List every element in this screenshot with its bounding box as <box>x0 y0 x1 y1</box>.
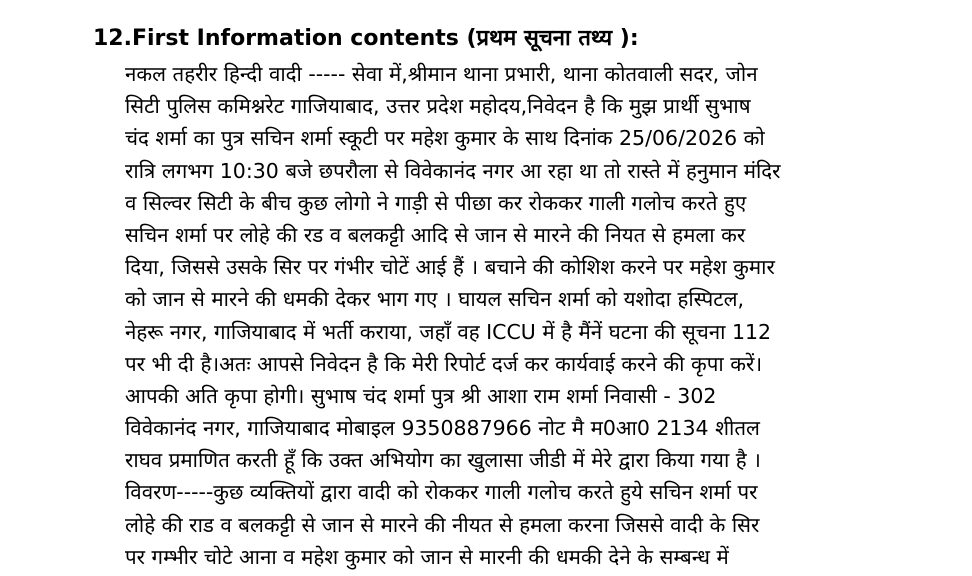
text-line-16: पर गम्भीर चोटे आना व महेश कुमार को जान से मारनी की धमकी देने के सम्बन्ध में <box>125 544 729 569</box>
text-line-14: विवरण-----कुछ व्यक्तियों द्वारा वादी को रोककर गाली गलोच करते हुये सचिन शर्मा पर <box>125 480 758 505</box>
text-line-7: दिया, जिससे उसके सिर पर गंभीर चोटें आई हैं । बचाने की कोशिश करने पर महेश कुमार <box>125 255 775 280</box>
section-heading: 12.First Information contents (प्रथम सूचना तथ्य ): <box>93 26 639 51</box>
text-line-9: नेहरू नगर, गाजियाबाद में भर्ती कराया, जहाँ वह ICCU में है मैंनें घटना की सूचना 112 <box>125 319 772 344</box>
text-line-11: आपकी अति कृपा होगी। सुभाष चंद शर्मा पुत्र श्री आशा राम शर्मा निवासी - 302 <box>125 383 717 408</box>
text-line-12: विवेकानंद नगर, गाजियाबाद मोबाइल 9350887966 नोट मै म0आ0 2134 शीतल <box>125 416 760 441</box>
text-line-6: सचिन शर्मा पर लोहे की रड व बलकट्टी आदि से जान से मारने की नियत से हमला कर <box>125 222 746 247</box>
text-line-15: लोहे की राड व बलकट्टी से जान से मारने की नीयत से हमला करना जिससे वादी के सिर <box>125 512 760 537</box>
text-line-4: रात्रि लगभग 10:30 बजे छपरौला से विवेकानंद नगर आ रहा था तो रास्ते में हनुमान मंदिर <box>125 158 781 183</box>
text-line-3: चंद शर्मा का पुत्र सचिन शर्मा स्कूटी पर महेश कुमार के साथ दिनांक 25/06/2026 को <box>125 126 765 151</box>
text-line-13: राघव प्रमाणित करती हूँ कि उक्त अभियोग का खुलासा जीडी में मेरे द्वारा किया गया है । <box>125 448 761 473</box>
text-line-1: नकल तहरीर हिन्दी वादी ----- सेवा में,श्रीमान थाना प्रभारी, थाना कोतवाली सदर, जोन <box>125 62 758 86</box>
text-line-10: पर भी दी है।अतः आपसे निवेदन है कि मेरी रिपोर्ट दर्ज कर कार्यवाई करने की कृपा करें। <box>125 351 763 376</box>
text-line-5: व सिल्वर सिटी के बीच कुछ लोगो ने गाड़ी से पीछा कर रोककर गाली गलोच करते हुए <box>125 190 747 215</box>
text-line-8: को जान से मारने की धमकी देकर भाग गए । घायल सचिन शर्मा को यशोदा हस्पिटल, <box>125 287 745 312</box>
text-line-2: सिटी पुलिस कमिश्नरेट गाजियाबाद, उत्तर प्रदेश महोदय,निवेदन है कि मुझ प्रार्थी सुभाष <box>125 94 751 119</box>
first-information-text <box>125 58 925 573</box>
